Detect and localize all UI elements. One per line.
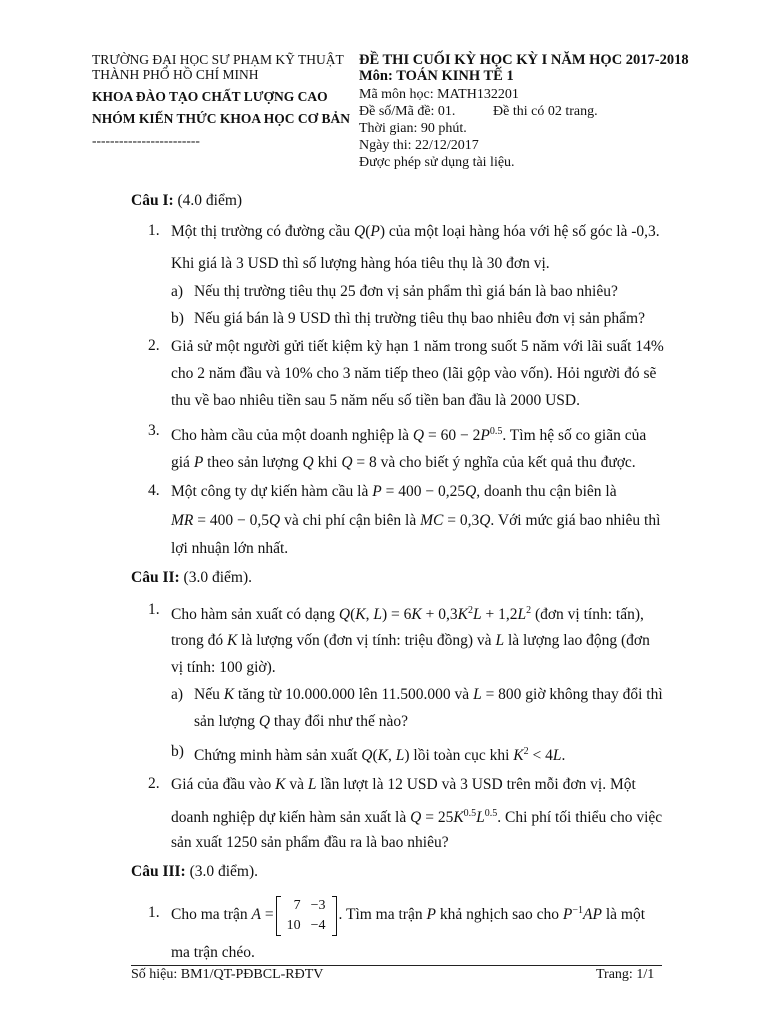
question-line: Cho ma trận A = 7 −3 10 −4 . Tìm ma trận P khả nghịch sao cho $P^{-1}AP$ là một — [171, 887, 645, 939]
section-1-title: Câu I: — [131, 192, 174, 209]
question-number: 4. — [148, 482, 160, 499]
question-line: lợi nhuận lớn nhất. — [171, 540, 289, 557]
section-2-title: Câu II: — [131, 569, 180, 586]
sub-question-a: Nếu thị trường tiêu thụ 25 đơn vị sản phẩm thì giá bán là bao nhiêu? — [194, 283, 618, 300]
question-line: doanh nghiệp dự kiến hàm sản xuất là $Q = 25K^{0.5}L^{0.5}$. Chi phí tối thiểu cho việc — [171, 808, 663, 827]
question-line: Giả sử một người gửi tiết kiệm kỳ hạn 1 năm trong suốt 5 năm với lãi suất 14% — [171, 338, 664, 355]
sub-question-b: Nếu giá bán là 9 USD thì thị trường tiêu thụ bao nhiêu đơn vị sản phẩm? — [194, 310, 645, 327]
sub-question-a: Nếu K tăng từ 10.000.000 lên 11.500.000 và L = 800 giờ không thay đổi thì — [194, 686, 663, 703]
question-line: Một thị trường có đường cầu Q(P) của một loại hàng hóa với hệ số góc là -0,3. — [171, 223, 660, 240]
question-line: giá P theo sản lượng Q khi Q = 8 và cho biết ý nghĩa của kết quả thu được. — [171, 454, 636, 471]
math-price-function: P = 400 − 0,25Q — [372, 483, 477, 500]
materials-note: Được phép sử dụng tài liệu. — [359, 155, 515, 170]
footer-divider — [131, 965, 662, 966]
page-number: Trang: 1/1 — [596, 967, 655, 982]
question-line: MR = 400 − 0,5Q và chi phí cận biên là MC = 0,3Q. Với mức giá bao nhiêu thì — [171, 512, 661, 529]
matrix-cell: 10 — [286, 917, 301, 933]
section-1-points: (4.0 điểm) — [177, 192, 243, 209]
question-number: 1. — [148, 222, 160, 239]
question-line: Khi giá là 3 USD thì số lượng hàng hóa tiêu thụ là 30 đơn vị. — [171, 255, 550, 272]
sub-question-b: Chứng minh hàm sản xuất Q(K, L) lồi toàn cục khi $K^2 < 4L$. — [194, 746, 566, 765]
question-line: Giá của đầu vào K và L lần lượt là 12 USD và 3 USD trên mỗi đơn vị. Một — [171, 776, 636, 793]
math-production-ref: Q(K, L) — [361, 747, 410, 765]
question-line: sản xuất 1250 sản phẩm đầu ra là bao nhiêu? — [171, 834, 449, 851]
city-name: THÀNH PHỐ HỒ CHÍ MINH — [92, 67, 259, 82]
question-line: cho 2 năm đầu và 10% cho 3 năm tiếp theo (lãi gộp vào vốn). Hỏi người đó sẽ — [171, 365, 657, 382]
question-number: 2. — [148, 337, 160, 354]
question-line: thu về bao nhiêu tiền sau 5 năm nếu số tiền ban đầu là 2000 USD. — [171, 392, 580, 409]
question-line: ma trận chéo. — [171, 944, 255, 961]
header-divider: ------------------------ — [92, 133, 200, 148]
question-line: Một công ty dự kiến hàm cầu là P = 400 − 0,25Q, doanh thu cận biên là — [171, 483, 617, 500]
exam-number: Đề số/Mã đề: 01. — [359, 104, 456, 119]
section-3-heading — [131, 862, 258, 882]
math-marginal-cost: MC = 0,3Q — [420, 512, 491, 529]
sub-question-b-label: b) — [171, 743, 184, 760]
math-convexity-condition: $K^2 < 4L$ — [513, 746, 562, 765]
question-number: 1. — [148, 904, 160, 921]
question-number: 3. — [148, 422, 160, 439]
math-demand-function: Q — [354, 223, 366, 240]
exam-title: ĐỀ THI CUỐI KỲ HỌC KỲ I NĂM HỌC 2017-2018 — [359, 52, 689, 68]
section-1-heading — [131, 191, 242, 211]
document-code: Số hiệu: BM1/QT-PĐBCL-RĐTV — [131, 967, 324, 982]
matrix-cell: 7 — [293, 897, 301, 913]
sub-question-a-label: a) — [171, 283, 184, 300]
sub-question-a-cont: sản lượng Q thay đổi như thế nào? — [194, 713, 408, 730]
sub-question-a-label: a) — [171, 686, 184, 703]
question-line: Cho hàm sản xuất có dạng Q(K, $L) = 6K + 0,3K^2L + 1,2L^2$ (đơn vị tính: tấn), — [171, 605, 644, 624]
matrix-a — [276, 896, 337, 936]
section-2-points: (3.0 điểm). — [183, 569, 252, 586]
question-line: vị tính: 100 giờ). — [171, 659, 276, 676]
course-code: Mã môn học: MATH132201 — [359, 87, 519, 102]
exam-date: Ngày thi: 22/12/2017 — [359, 138, 479, 153]
math-production-function: Q(K, $L) = 6K + 0,3K^2L + 1,2L^2$ — [338, 605, 532, 624]
math-condition: Q = 8 — [341, 454, 377, 471]
subject-name: Môn: TOÁN KINH TẾ 1 — [359, 68, 514, 84]
math-cobb-douglas: $Q = 25K^{0.5}L^{0.5}$ — [410, 808, 498, 827]
math-diagonalization: $P^{-1}AP$ — [562, 905, 602, 924]
faculty-name: KHOA ĐÀO TẠO CHẤT LƯỢNG CAO — [92, 89, 328, 104]
sub-question-b-label: b) — [171, 310, 184, 327]
section-3-title: Câu III: — [131, 863, 186, 880]
section-3-points: (3.0 điểm). — [189, 863, 259, 880]
question-line: Cho hàm cầu của một doanh nghiệp là $Q = 60 - 2P^{0.5}$. Tìm hệ số co giãn của — [171, 426, 647, 445]
matrix-cell: −4 — [310, 917, 326, 933]
matrix-cell: −3 — [310, 897, 326, 913]
math-demand-equation: $Q = 60 - 2P^{0.5}$ — [412, 426, 503, 445]
page-count-note: Đề thi có 02 trang. — [493, 104, 598, 119]
section-2-heading — [131, 568, 252, 588]
question-number: 1. — [148, 601, 160, 618]
group-name: NHÓM KIẾN THỨC KHOA HỌC CƠ BẢN — [92, 111, 351, 126]
question-line: trong đó K là lượng vốn (đơn vị tính: triệu đồng) và L là lượng lao động (đơn — [171, 632, 650, 649]
math-marginal-revenue: MR = 400 − 0,5Q — [171, 512, 281, 529]
exam-duration: Thời gian: 90 phút. — [359, 121, 467, 136]
university-name: TRƯỜNG ĐẠI HỌC SƯ PHẠM KỸ THUẬT — [92, 52, 344, 67]
question-number: 2. — [148, 775, 160, 792]
